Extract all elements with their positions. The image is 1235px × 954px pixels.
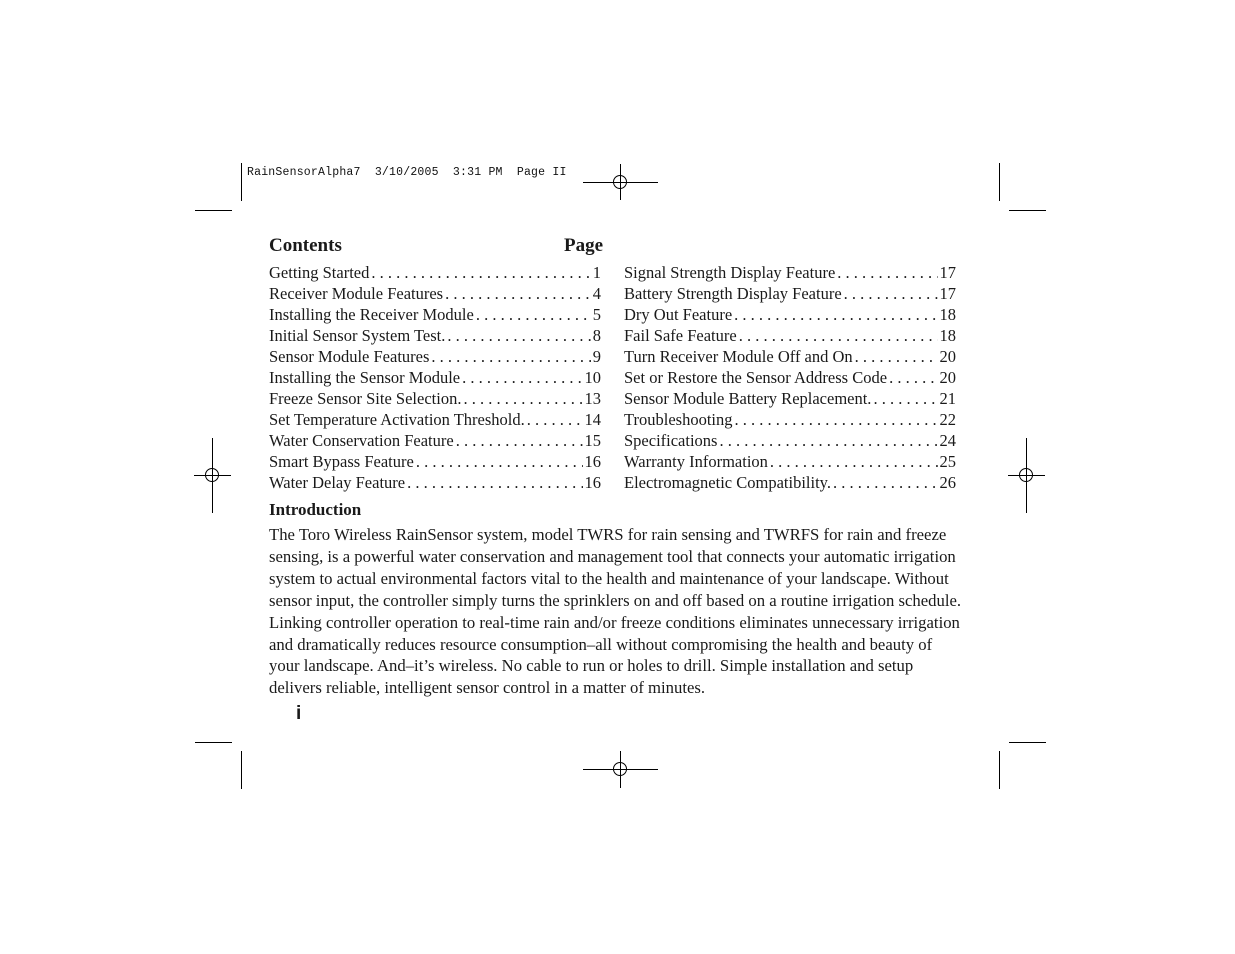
toc-entry-title: Battery Strength Display Feature [624, 284, 842, 303]
toc-leader-dots [855, 346, 938, 367]
toc-entry-title: Installing the Receiver Module [269, 305, 474, 324]
toc-entry-page: 26 [939, 473, 956, 492]
toc-entry-title: Freeze Sensor Site Selection. [269, 389, 462, 408]
toc-entry [269, 262, 601, 283]
toc-entry [269, 451, 601, 472]
introduction-heading: Introduction [269, 500, 362, 519]
toc-entry-title: Sensor Module Features [269, 347, 430, 366]
toc-entry [624, 451, 956, 472]
toc-entry-page: 8 [592, 326, 601, 345]
toc-entry-page: 17 [939, 284, 956, 303]
toc-leader-dots [371, 262, 590, 283]
toc-entry [624, 304, 956, 325]
toc-entry-page: 14 [584, 410, 601, 429]
toc-leader-dots [431, 346, 590, 367]
toc-entry [269, 409, 601, 430]
toc-entry-page: 24 [939, 431, 956, 450]
toc-leader-dots [873, 388, 937, 409]
toc-entry-title: Installing the Sensor Module [269, 368, 461, 387]
toc-entry-title: Water Delay Feature [269, 473, 406, 492]
toc-leader-dots [739, 325, 938, 346]
toc-entry-page: 25 [939, 452, 956, 471]
toc-entry [269, 388, 601, 409]
toc-entry-title: Sensor Module Battery Replacement. [624, 389, 872, 408]
toc-entry-title: Troubleshooting [624, 410, 733, 429]
toc-leader-dots [445, 283, 591, 304]
toc-leader-dots [463, 388, 582, 409]
toc-entry-title: Receiver Module Features [269, 284, 444, 303]
toc-entry [624, 325, 956, 346]
toc-leader-dots [416, 451, 583, 472]
toc-entry-title: Set Temperature Activation Threshold. [269, 410, 525, 429]
toc-entry-title: Specifications [624, 431, 718, 450]
toc-leader-dots [527, 409, 583, 430]
toc-entry-page: 17 [939, 263, 956, 282]
toc-leader-dots [719, 430, 937, 451]
toc-entry-page: 16 [584, 473, 601, 492]
toc-entry-page: 20 [939, 368, 956, 387]
toc-entry [624, 409, 956, 430]
toc-entry [624, 388, 956, 409]
toc-entry-page: 5 [592, 305, 601, 324]
toc-entry-title: Initial Sensor System Test. [269, 326, 446, 345]
toc-entry [624, 346, 956, 367]
toc-entry-page: 1 [592, 263, 601, 282]
toc-entry-page: 15 [584, 431, 601, 450]
toc-entry-title: Smart Bypass Feature [269, 452, 414, 471]
toc-leader-dots [476, 304, 591, 325]
print-slug: RainSensorAlpha7 3/10/2005 3:31 PM Page II [247, 166, 567, 179]
toc-entry-page: 4 [592, 284, 601, 303]
toc-leader-dots [770, 451, 938, 472]
toc-entry [624, 262, 956, 283]
toc-entry-title: Water Conservation Feature [269, 431, 454, 450]
toc-entry-page: 9 [592, 347, 601, 366]
toc-entry [624, 472, 956, 493]
toc-entry-page: 10 [584, 368, 601, 387]
toc-entry [269, 325, 601, 346]
toc-leader-dots [889, 367, 937, 388]
toc-entry-title: Electromagnetic Compatibility. [624, 473, 831, 492]
toc-entry [269, 367, 601, 388]
toc-entry-title: Signal Strength Display Feature [624, 263, 836, 282]
toc-entry-page: 21 [939, 389, 956, 408]
toc-entry-title: Turn Receiver Module Off and On [624, 347, 853, 366]
introduction-body: The Toro Wireless RainSensor system, model TWRS for rain sensing and TWRFS for rain and freeze sensing, is a powerful water conservation and management tool that connects your automatic irrigation system to actual environmental factors vital to the health and maintenance of your landscape. Without sensor input, the controller simply turns the sprinklers on and off based on a routine irrigation schedule. Linking controller operation to real-time rain and/or freeze conditions eliminates unnecessary irrigation and dramatically reduces resource consumption–all without compromising the health and beauty of your landscape. And–it’s wireless. No cable to run or holes to drill. Simple installation and setup delivers reliable, intelligent sensor control in a matter of minutes. [269, 525, 962, 698]
toc-entry-page: 18 [939, 305, 956, 324]
toc-entry-title: Fail Safe Feature [624, 326, 737, 345]
toc-right-column [624, 262, 956, 493]
toc-entry-title: Getting Started [269, 263, 370, 282]
toc-entry-page: 16 [584, 452, 601, 471]
toc-leader-dots [833, 472, 938, 493]
page-column-heading: Page [564, 235, 604, 256]
toc-leader-dots [407, 472, 582, 493]
toc-leader-dots [462, 367, 582, 388]
toc-entry-page: 22 [939, 410, 956, 429]
toc-leader-dots [837, 262, 937, 283]
toc-entry [624, 283, 956, 304]
toc-entry-title: Set or Restore the Sensor Address Code [624, 368, 888, 387]
toc-leader-dots [735, 409, 938, 430]
toc-left-column [269, 262, 601, 493]
toc-entry-title: Dry Out Feature [624, 305, 733, 324]
toc-entry [269, 430, 601, 451]
toc-entry [269, 346, 601, 367]
toc-leader-dots [447, 325, 590, 346]
page-number: i [296, 703, 302, 724]
toc-entry [624, 367, 956, 388]
contents-heading: Contents [269, 235, 342, 256]
toc-entry [269, 283, 601, 304]
toc-entry [269, 304, 601, 325]
toc-leader-dots [844, 283, 938, 304]
toc-entry [269, 472, 601, 493]
toc-entry [624, 430, 956, 451]
toc-leader-dots [734, 304, 937, 325]
toc-entry-page: 18 [939, 326, 956, 345]
toc-entry-title: Warranty Information [624, 452, 768, 471]
toc-entry-page: 20 [939, 347, 956, 366]
toc-leader-dots [456, 430, 583, 451]
toc-entry-page: 13 [584, 389, 601, 408]
